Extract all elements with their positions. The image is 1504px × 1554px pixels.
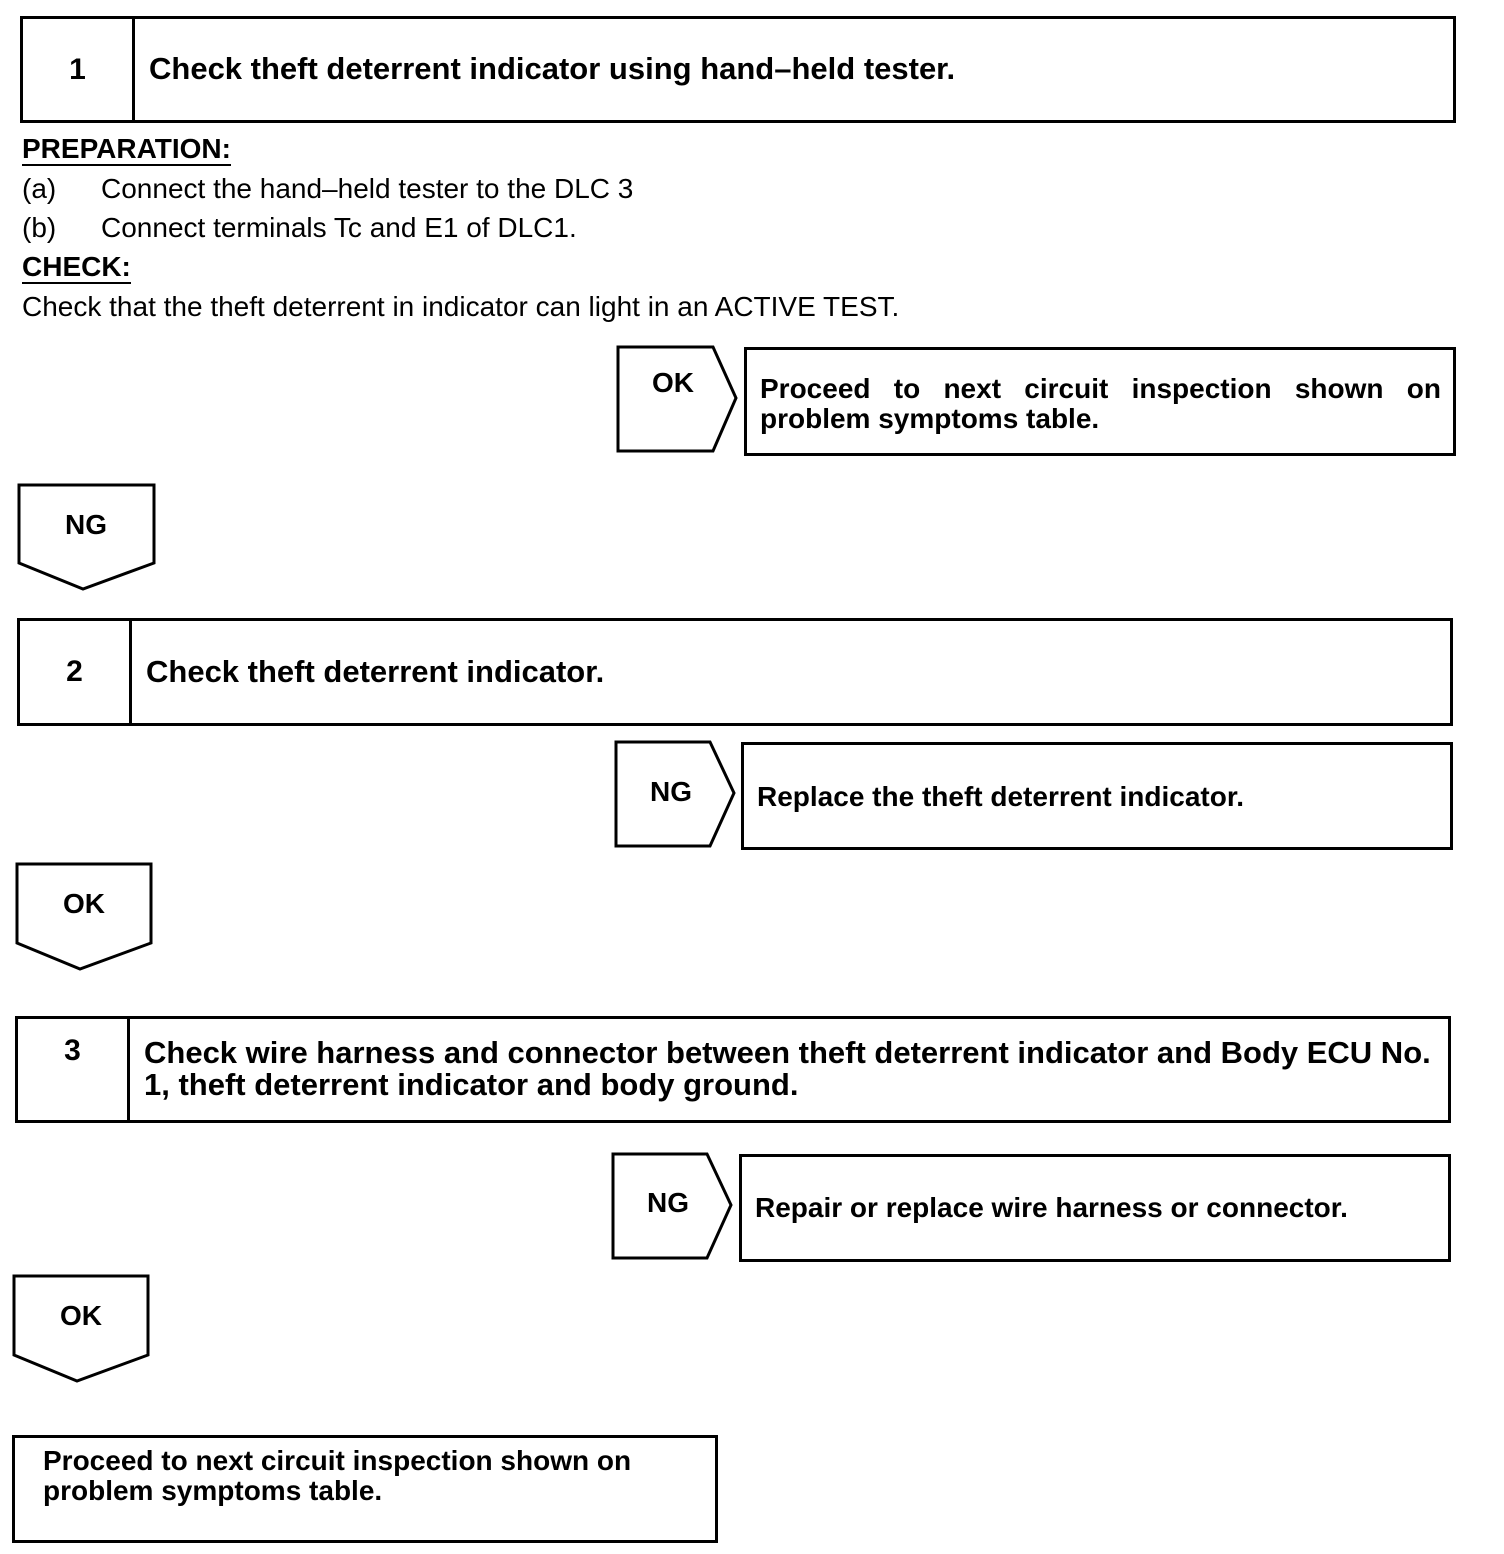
step-title: Check wire harness and connector between theft deterrent indicator and Body ECU No. 1, theft deterrent indicator and body ground. bbox=[144, 1035, 1431, 1102]
ok-flow-arrow bbox=[15, 862, 155, 974]
ok-branch-arrow bbox=[616, 345, 740, 455]
ng-branch-arrow bbox=[614, 740, 738, 850]
final-result-text: Proceed to next circuit inspection shown on problem symptoms table. bbox=[43, 1445, 632, 1506]
prep-item-b: Connect terminals Tc and E1 of DLC1. bbox=[101, 212, 577, 243]
result-text: Replace the theft deterrent indicator. bbox=[757, 781, 1244, 812]
prep-marker-a: (a) bbox=[22, 173, 57, 204]
flow-label: OK bbox=[60, 1300, 102, 1331]
result-text: Repair or replace wire harness or connector. bbox=[755, 1192, 1348, 1223]
check-text: Check that the theft deterrent in indicator can light in an ACTIVE TEST. bbox=[22, 291, 900, 322]
flow-label: NG bbox=[65, 509, 107, 540]
prep-marker-b: (b) bbox=[22, 212, 57, 243]
prep-item-a: Connect the hand–held tester to the DLC 3 bbox=[101, 173, 634, 204]
check-heading: CHECK: bbox=[22, 251, 131, 282]
ng-result-box bbox=[739, 1154, 1451, 1262]
step-1-box bbox=[20, 16, 1456, 123]
flow-label: OK bbox=[63, 888, 105, 919]
branch-label: NG bbox=[650, 776, 692, 807]
preparation-heading: PREPARATION: bbox=[22, 133, 231, 164]
ng-branch-arrow bbox=[611, 1152, 735, 1262]
step-title: Check theft deterrent indicator. bbox=[146, 654, 605, 689]
step-number: 2 bbox=[20, 621, 132, 723]
branch-label: NG bbox=[647, 1187, 689, 1218]
ok-flow-arrow bbox=[12, 1274, 152, 1386]
result-text: Proceed to next circuit inspection shown on problem symptoms table. bbox=[760, 373, 1441, 434]
final-result-box bbox=[12, 1435, 718, 1543]
branch-label: OK bbox=[652, 367, 694, 398]
ng-result-box bbox=[741, 742, 1453, 850]
step-title: Check theft deterrent indicator using hand–held tester. bbox=[149, 51, 956, 86]
right-arrow-icon bbox=[616, 345, 740, 455]
ng-flow-arrow bbox=[17, 483, 157, 593]
step-2-box bbox=[17, 618, 1453, 726]
ok-result-box bbox=[744, 347, 1456, 456]
step-number: 3 bbox=[18, 1019, 130, 1120]
step-3-box bbox=[15, 1016, 1451, 1123]
step-number: 1 bbox=[23, 19, 135, 120]
